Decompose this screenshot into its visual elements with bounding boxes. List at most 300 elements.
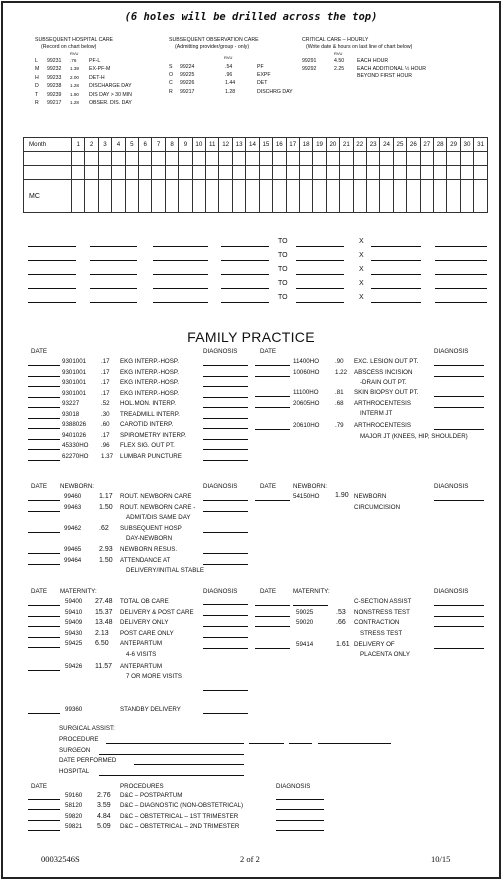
day-cell[interactable] [353,180,366,213]
day-cell[interactable] [420,166,433,180]
range-line[interactable] [28,288,76,289]
diagnosis-line[interactable] [434,616,484,617]
day-header: 9 [179,138,192,152]
write-in-line[interactable] [28,460,60,461]
diagnosis-line[interactable] [434,605,484,606]
code-description: BEYOND FIRST HOUR [357,73,412,80]
code-description: EACH ADDITIONAL ½ HOUR [357,65,426,72]
form-page [1,1,501,879]
cpt-code: 58120 [65,802,83,810]
day-cell[interactable] [273,152,286,166]
code-letter: S [169,64,173,70]
x-label: X [359,252,364,259]
hospital-line[interactable] [99,775,244,776]
write-in-line[interactable] [255,365,290,366]
day-cell[interactable] [179,180,192,213]
range-line[interactable] [90,274,137,275]
write-in-line[interactable] [28,500,60,501]
date-performed-line[interactable] [134,764,244,765]
day-cell[interactable] [273,180,286,213]
procedure-description: LUMBAR PUNCTURE [120,452,182,460]
write-in-line[interactable] [28,713,60,714]
rvu-label: RVU [334,51,343,56]
day-cell[interactable] [98,166,111,180]
write-in-line[interactable] [28,532,60,533]
procedure-description: NEWBORN [354,493,387,500]
day-cell[interactable] [152,152,165,166]
range-line[interactable] [28,302,76,303]
day-cell[interactable] [460,180,473,213]
day-cell[interactable] [259,152,272,166]
write-in-line[interactable] [255,429,290,430]
write-in-line[interactable] [28,647,60,648]
write-in-line[interactable] [28,820,60,821]
day-cell[interactable] [407,180,420,213]
day-cell[interactable] [326,152,339,166]
day-cell[interactable] [219,180,232,213]
day-cell[interactable] [246,152,259,166]
diagnosis-line[interactable] [203,449,248,450]
day-cell[interactable] [299,166,312,180]
diagnosis-line[interactable] [434,396,484,397]
day-cell[interactable] [313,180,326,213]
day-header: 19 [313,138,326,152]
cpt-code: 99224 [180,64,195,70]
cpt-code: 20605HO [293,399,320,407]
to-label: TO [278,252,288,259]
range-line[interactable] [371,260,421,261]
day-cell[interactable] [112,152,125,166]
diagnosis-line[interactable] [434,407,484,408]
diagnosis-line[interactable] [203,376,248,377]
rvu-value: 1.28 [225,88,236,95]
procedure-description: TREADMILL INTERP. [120,410,180,418]
day-cell[interactable] [192,180,205,213]
day-cell[interactable] [474,180,488,213]
diagnosis-line[interactable] [203,365,248,366]
write-in-line[interactable] [28,418,60,419]
write-in-line[interactable] [28,439,60,440]
drill-notice: (6 holes will be drilled across the top) [124,11,378,23]
cpt-code: 99226 [180,80,195,87]
day-cell[interactable] [206,152,219,166]
diagnosis-line[interactable] [203,386,248,387]
day-cell[interactable] [232,166,245,180]
field-line[interactable] [249,743,284,744]
day-cell[interactable] [286,180,299,213]
rvu-value: 1.28 [70,83,79,89]
code-description: DET [257,80,268,87]
range-line[interactable] [221,302,269,303]
range-line[interactable] [153,302,208,303]
day-header: 23 [366,138,379,152]
diagnosis-line[interactable] [203,428,248,429]
range-line[interactable] [90,246,137,247]
day-header: 10 [192,138,205,152]
range-line[interactable] [221,246,269,247]
day-cell[interactable] [219,166,232,180]
day-cell[interactable] [393,166,406,180]
diagnosis-line[interactable] [203,397,248,398]
procedure-description: ARTHROCENTESIS [354,422,411,429]
procedure-description: CIRCUMCISION [354,504,401,511]
day-header: 29 [447,138,460,152]
range-line[interactable] [90,288,137,289]
range-line[interactable] [296,288,344,289]
range-line[interactable] [90,260,137,261]
cpt-code: 59414 [296,640,314,648]
observation-care-title: SUBSEQUENT OBSERVATION CARE [169,37,259,43]
diagnosis-line[interactable] [203,648,248,649]
day-cell[interactable] [380,166,393,180]
range-line[interactable] [28,274,76,275]
day-cell[interactable] [72,180,85,213]
rvu-value: .68 [335,399,344,407]
cpt-code: 99463 [64,503,82,511]
day-cell[interactable] [139,152,152,166]
cpt-code: 9401026 [62,431,87,439]
write-in-line[interactable] [255,605,290,606]
day-cell[interactable] [165,152,178,166]
write-in-line[interactable] [255,376,290,377]
day-cell[interactable] [112,180,125,213]
form-number: 00032546S [41,854,80,864]
to-label: TO [278,266,288,273]
observation-care-subtitle: (Admitting provider/group - only) [175,44,250,50]
write-in-line[interactable] [28,626,60,627]
day-cell[interactable] [259,166,272,180]
write-in-line[interactable] [28,428,60,429]
day-cell[interactable] [165,166,178,180]
cpt-code: 99462 [64,524,82,532]
day-cell[interactable] [353,166,366,180]
write-in-line[interactable] [28,376,60,377]
rvu-value: 1.50 [99,556,113,564]
range-line[interactable] [296,260,344,261]
day-cell[interactable] [165,180,178,213]
day-cell[interactable] [299,152,312,166]
code-description: DISCHRG DAY [257,88,293,95]
cpt-code: 59409 [65,619,83,627]
day-cell[interactable] [474,166,488,180]
code-letter: R [169,88,173,95]
diagnosis-line[interactable] [203,713,248,714]
rvu-value: .60 [101,421,110,428]
range-line[interactable] [153,260,208,261]
day-cell[interactable] [340,152,353,166]
cpt-code: 20610HO [293,422,320,429]
write-in-line[interactable] [255,407,290,408]
day-cell[interactable] [380,180,393,213]
rvu-value: 1.90 [335,492,349,499]
day-header: 20 [326,138,339,152]
day-header: 14 [246,138,259,152]
rvu-value: 1.39 [70,66,79,72]
rvu-value: 2.76 [97,792,111,799]
procedure-description: SKIN BIOPSY OUT PT. [354,389,419,396]
diagnosis-line[interactable] [434,429,484,430]
range-line[interactable] [221,288,269,289]
rvu-label: RVU [224,55,233,60]
procedure-description: DELIVERY/INITIAL STABLE [126,567,204,575]
day-cell[interactable] [326,180,339,213]
day-cell[interactable] [232,180,245,213]
procedure-description: STRESS TEST [360,629,403,637]
write-in-line[interactable] [28,605,60,606]
day-cell[interactable] [340,180,353,213]
rvu-value: 1.17 [99,493,113,500]
diagnosis-line[interactable] [203,439,248,440]
range-line[interactable] [28,260,76,261]
write-in-line[interactable] [28,449,60,450]
range-line[interactable] [296,274,344,275]
day-cell[interactable] [393,180,406,213]
day-cell[interactable] [98,180,111,213]
day-cell[interactable] [366,180,379,213]
write-in-line[interactable] [293,605,328,606]
day-cell[interactable] [407,152,420,166]
day-cell[interactable] [206,166,219,180]
day-cell[interactable] [179,152,192,166]
day-cell[interactable] [326,166,339,180]
procedure-description: FLEX SIG. OUT PT. [120,442,175,449]
range-line[interactable] [435,288,487,289]
day-cell[interactable] [273,166,286,180]
range-line[interactable] [221,260,269,261]
day-cell[interactable] [366,166,379,180]
procedure-description: ANTEPARTUM [120,640,163,648]
diagnosis-line[interactable] [203,637,248,638]
diagnosis-line[interactable] [203,553,248,554]
day-cell[interactable] [447,166,460,180]
diagnosis-line[interactable] [203,604,248,605]
write-in-line[interactable] [28,511,60,512]
month-cell [24,166,72,180]
write-in-line[interactable] [255,626,290,627]
cpt-code: 99360 [65,706,83,713]
range-line[interactable] [371,246,421,247]
day-cell[interactable] [313,166,326,180]
day-cell[interactable] [433,180,446,213]
write-in-line[interactable] [28,670,60,671]
procedure-description: EXC. LESION OUT PT. [354,358,419,365]
cpt-code: 99232 [47,66,62,73]
diagnosis-header: DIAGNOSIS [203,588,238,595]
diagnosis-line[interactable] [434,376,484,377]
cpt-code: 99238 [47,83,62,90]
diagnosis-line[interactable] [434,648,484,649]
diagnosis-line[interactable] [203,564,248,565]
day-cell[interactable] [85,180,98,213]
day-cell[interactable] [219,152,232,166]
write-in-line[interactable] [28,809,60,810]
day-cell[interactable] [139,166,152,180]
month-label: Month [24,138,72,152]
day-header: 12 [219,138,232,152]
range-line[interactable] [435,302,487,303]
range-line[interactable] [221,274,269,275]
diagnosis-line[interactable] [434,365,484,366]
write-in-line[interactable] [28,637,60,638]
day-cell[interactable] [420,152,433,166]
cpt-code: 99239 [47,91,62,98]
day-cell[interactable] [433,166,446,180]
rvu-value: .17 [101,431,110,439]
rvu-value: 1.50 [99,503,113,511]
range-line[interactable] [153,246,208,247]
write-in-line[interactable] [28,830,60,831]
write-in-line[interactable] [28,799,60,800]
diagnosis-line[interactable] [203,500,248,501]
diagnosis-line[interactable] [203,690,248,691]
day-cell[interactable] [206,180,219,213]
write-in-line[interactable] [255,648,290,649]
write-in-line[interactable] [255,396,290,397]
code-letter: O [169,72,174,79]
diagnosis-line[interactable] [203,626,248,627]
rvu-value: .17 [101,358,110,365]
day-cell[interactable] [112,166,125,180]
range-line[interactable] [153,274,208,275]
diagnosis-line[interactable] [203,532,248,533]
day-cell[interactable] [313,152,326,166]
range-line[interactable] [90,302,137,303]
day-cell[interactable] [407,166,420,180]
diagnosis-line[interactable] [276,830,324,831]
maternity-header: MATERNITY: [60,588,97,595]
day-cell[interactable] [433,152,446,166]
write-in-line[interactable] [28,386,60,387]
write-in-line[interactable] [28,365,60,366]
day-cell[interactable] [393,152,406,166]
range-line[interactable] [435,274,487,275]
range-line[interactable] [435,260,487,261]
day-cell[interactable] [125,166,138,180]
day-cell[interactable] [125,152,138,166]
procedure-description: DAY-NEWBORN [126,535,173,543]
diagnosis-line[interactable] [203,615,248,616]
day-cell[interactable] [246,180,259,213]
day-cell[interactable] [474,152,488,166]
rvu-value: 1.90 [70,91,79,97]
procedure-description: POST CARE ONLY [120,629,174,637]
diagnosis-line[interactable] [434,500,484,501]
cpt-code: 99465 [64,546,82,553]
diagnosis-header: DIAGNOSIS [276,783,311,790]
procedure-description: EKG INTERP.-HOSP. [120,358,179,365]
to-label: TO [278,238,288,245]
surgical-assist-title: SURGICAL ASSIST: [59,725,115,732]
day-cell[interactable] [125,180,138,213]
day-cell[interactable] [340,166,353,180]
rvu-value: .79 [335,422,344,429]
day-cell[interactable] [139,180,152,213]
day-cell[interactable] [286,166,299,180]
range-line[interactable] [371,274,421,275]
cpt-code: 99233 [47,74,62,81]
day-cell[interactable] [447,152,460,166]
range-line[interactable] [296,246,344,247]
day-cell[interactable] [299,180,312,213]
day-cell[interactable] [85,152,98,166]
rvu-value: 2.25 [334,65,345,72]
write-in-line[interactable] [28,407,60,408]
diagnosis-line[interactable] [203,418,248,419]
field-line[interactable] [289,743,312,744]
diagnosis-line[interactable] [434,626,484,627]
range-line[interactable] [435,246,487,247]
day-cell[interactable] [152,180,165,213]
write-in-line[interactable] [28,553,60,554]
diagnosis-line[interactable] [276,809,324,810]
day-cell[interactable] [259,180,272,213]
procedure-description: NEWBORN RESUS. [120,546,178,553]
day-cell[interactable] [232,152,245,166]
day-cell[interactable] [460,152,473,166]
procedure-description: EKG INTERP.-HOSP. [120,389,179,397]
day-cell[interactable] [366,152,379,166]
range-line[interactable] [371,302,421,303]
day-cell[interactable] [380,152,393,166]
range-line[interactable] [371,288,421,289]
day-cell[interactable] [192,152,205,166]
diagnosis-line[interactable] [203,511,248,512]
write-in-line[interactable] [28,616,60,617]
day-cell[interactable] [72,166,85,180]
rvu-value: 15.37 [95,608,113,616]
rvu-value: .62 [99,524,109,532]
day-cell[interactable] [192,166,205,180]
day-cell[interactable] [72,152,85,166]
day-cell[interactable] [152,166,165,180]
write-in-line[interactable] [28,564,60,565]
day-header: 11 [206,138,219,152]
code-description: EACH HOUR [357,58,389,64]
day-cell[interactable] [420,180,433,213]
write-in-line[interactable] [255,500,290,501]
day-header: 27 [420,138,433,152]
diagnosis-line[interactable] [276,799,324,800]
range-line[interactable] [296,302,344,303]
day-cell[interactable] [447,180,460,213]
diagnosis-line[interactable] [203,460,248,461]
cpt-code: 59020 [296,619,314,626]
day-cell[interactable] [460,166,473,180]
day-cell[interactable] [98,152,111,166]
diagnosis-line[interactable] [276,820,324,821]
surgeon-line[interactable] [99,754,244,755]
diagnosis-line[interactable] [203,407,248,408]
day-cell[interactable] [353,152,366,166]
hospital-care-title: SUBSEQUENT HOSPITAL CARE [35,37,114,43]
procedure-line[interactable] [106,743,244,744]
day-cell[interactable] [246,166,259,180]
range-line[interactable] [28,246,76,247]
write-in-line[interactable] [255,616,290,617]
code-description: PF-L [89,58,101,64]
cpt-code: 59410 [65,608,83,616]
day-cell[interactable] [179,166,192,180]
day-cell[interactable] [85,166,98,180]
procedure-description: PLACENTA ONLY [360,651,410,658]
day-cell[interactable] [286,152,299,166]
cpt-code: 59430 [65,629,83,637]
field-line[interactable] [318,743,391,744]
date-header: DATE [260,483,277,490]
range-line[interactable] [153,288,208,289]
write-in-line[interactable] [28,397,60,398]
date-header: DATE [31,483,48,490]
